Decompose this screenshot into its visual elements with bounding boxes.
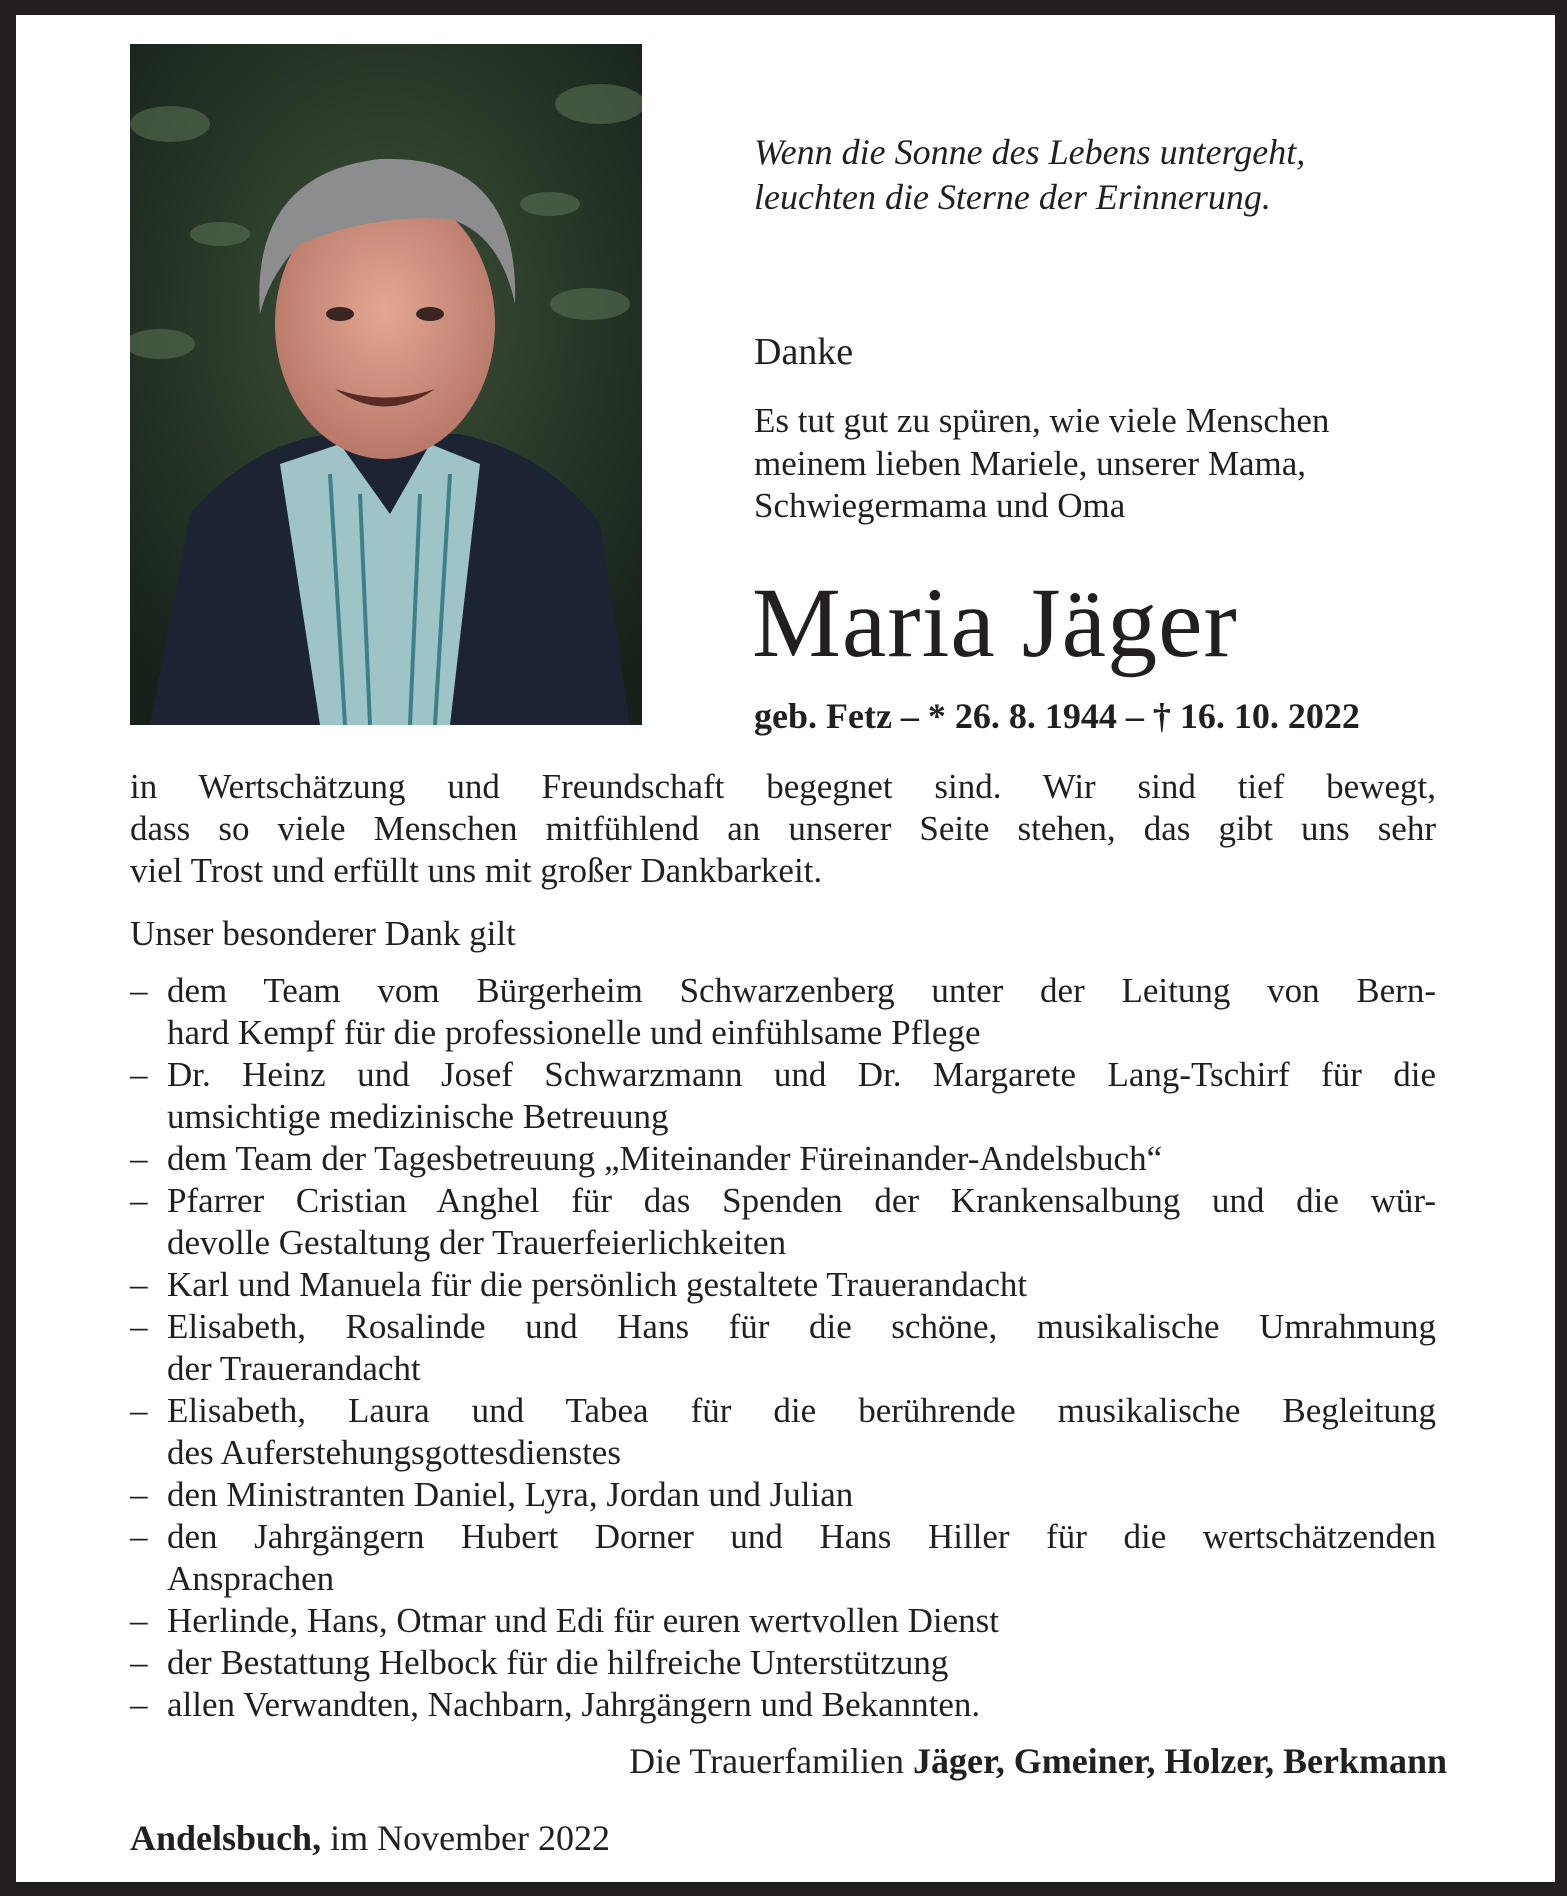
dash-bullet: – [130,1601,148,1640]
list-item [130,970,1436,1054]
list-item [130,1390,1436,1474]
dash-bullet: – [130,1181,148,1220]
place-date [130,1817,610,1859]
thanks-list [130,970,1436,1726]
thanks-heading: Danke [754,331,854,373]
list-item-line: dem Team vom Bürgerheim Schwarzenberg unter der Leitung von Bern- [167,971,1436,1010]
list-item [130,1474,1436,1516]
list-item [130,1138,1436,1180]
intro-line: Schwiegermama und Oma [754,486,1126,525]
body-line: in Wertschätzung und Freundschaft begegnet sind. Wir sind tief bewegt, [130,767,1436,806]
signature-prefix: Die Trauerfamilien [629,1741,905,1781]
list-item-line: hard Kempf für die professionelle und einfühlsame Pflege [167,1013,981,1052]
list-item-line: umsichtige medizinische Betreuung [167,1097,669,1136]
list-item [130,1306,1436,1390]
special-thanks-label: Unser besonderer Dank gilt [130,914,516,953]
list-item-line: dem Team der Tagesbetreuung „Miteinander Füreinander-Andelsbuch“ [167,1139,1163,1178]
list-item-line: Pfarrer Cristian Anghel für das Spenden der Krankensalbung und die wür- [167,1181,1436,1220]
dash-bullet: – [130,1265,148,1304]
list-item-line: des Auferstehungsgottesdienstes [167,1433,621,1472]
list-item-line: Elisabeth, Rosalinde und Hans für die schöne, musikalische Umrahmung [167,1307,1436,1346]
body-text [130,766,1436,892]
dash-bullet: – [130,1139,148,1178]
list-item [130,1264,1436,1306]
list-item [130,1516,1436,1600]
intro-line: Es tut gut zu spüren, wie viele Menschen [754,401,1330,440]
list-item-line: devolle Gestaltung der Trauerfeierlichkeiten [167,1223,787,1262]
portrait-photo [130,44,642,725]
quote-line: Wenn die Sonne des Lebens untergeht, [754,132,1306,172]
signature [629,1740,1447,1782]
town: Andelsbuch, [130,1818,322,1858]
deceased-name: Maria Jäger [752,567,1238,678]
dash-bullet: – [130,1055,148,1094]
dash-bullet: – [130,1391,148,1430]
life-dates: geb. Fetz – * 26. 8. 1944 – † 16. 10. 2022 [754,696,1360,736]
memorial-quote [754,130,1305,220]
dash-bullet: – [130,971,148,1010]
body-line: viel Trost und erfüllt uns mit großer Dankbarkeit. [130,851,823,890]
intro-text [754,400,1329,528]
list-item-line: der Bestattung Helbock für die hilfreiche Unterstützung [167,1643,949,1682]
dash-bullet: – [130,1307,148,1346]
family-names: Jäger, Gmeiner, Holzer, Berkmann [913,1741,1447,1781]
list-item-line: allen Verwandten, Nachbarn, Jahrgängern und Bekannten. [167,1685,981,1724]
list-item-line: der Trauerandacht [167,1349,421,1388]
list-item-line: Elisabeth, Laura und Tabea für die berührende musikalische Begleitung [167,1391,1436,1430]
list-item-line: Herlinde, Hans, Otmar und Edi für euren wertvollen Dienst [167,1601,999,1640]
dash-bullet: – [130,1685,148,1724]
list-item [130,1054,1436,1138]
list-item [130,1600,1436,1642]
date: im November 2022 [330,1818,611,1858]
dash-bullet: – [130,1475,148,1514]
quote-line: leuchten die Sterne der Erinnerung. [754,177,1271,217]
body-line: dass so viele Menschen mitfühlend an unserer Seite stehen, das gibt uns sehr [130,809,1436,848]
dash-bullet: – [130,1517,148,1556]
dash-bullet: – [130,1643,148,1682]
list-item [130,1642,1436,1684]
list-item-line: Dr. Heinz und Josef Schwarzmann und Dr. Margarete Lang-Tschirf für die [167,1055,1436,1094]
list-item-line: Karl und Manuela für die persönlich gestaltete Trauerandacht [167,1265,1028,1304]
list-item-line: Ansprachen [167,1559,335,1598]
list-item-line: den Jahrgängern Hubert Dorner und Hans Hiller für die wertschätzenden [167,1517,1436,1556]
list-item-line: den Ministranten Daniel, Lyra, Jordan und Julian [167,1475,854,1514]
list-item [130,1684,1436,1726]
list-item [130,1180,1436,1264]
intro-line: meinem lieben Mariele, unserer Mama, [754,443,1307,483]
